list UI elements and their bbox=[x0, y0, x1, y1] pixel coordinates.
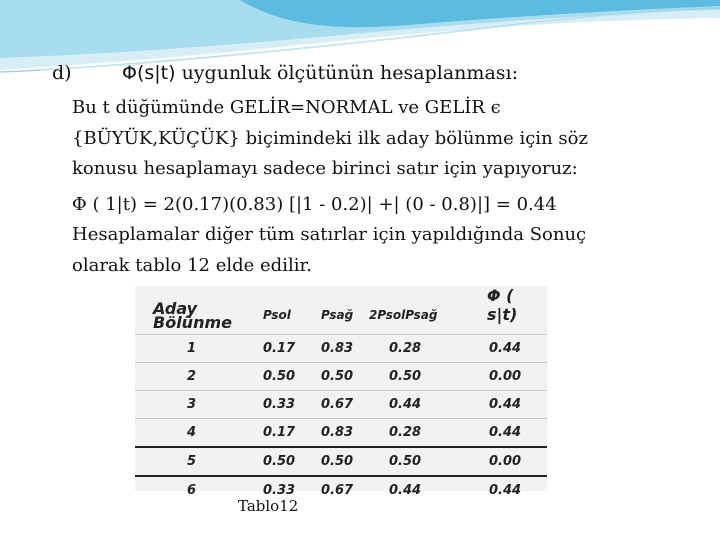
cell-phi: 0.00 bbox=[477, 447, 547, 476]
table-row bbox=[135, 391, 547, 419]
header-product: 2PsolPsağ bbox=[369, 308, 438, 322]
cell-psol: 0.33 bbox=[263, 391, 321, 419]
cell-psol: 0.50 bbox=[263, 447, 321, 476]
table-row bbox=[135, 363, 547, 391]
cell-product: 0.44 bbox=[369, 476, 477, 504]
table-caption: Tablo12 bbox=[238, 497, 299, 515]
cell-n: 1 bbox=[135, 335, 263, 363]
cell-psag: 0.67 bbox=[321, 476, 369, 504]
cell-psag: 0.50 bbox=[321, 363, 369, 391]
section-heading bbox=[52, 62, 518, 84]
table-row bbox=[135, 335, 547, 363]
cell-n: 6 bbox=[135, 476, 263, 504]
table-header-row bbox=[135, 286, 547, 335]
cell-phi: 0.44 bbox=[477, 335, 547, 363]
cell-phi: 0.44 bbox=[477, 476, 547, 504]
phi-symbol: Φ(s|t) bbox=[122, 62, 176, 84]
cell-psag: 0.50 bbox=[321, 447, 369, 476]
cell-product: 0.44 bbox=[369, 391, 477, 419]
header-psag: Psağ bbox=[321, 308, 354, 322]
header-bolunme: Bölünme bbox=[153, 313, 232, 332]
cell-product: 0.28 bbox=[369, 419, 477, 448]
cell-psol: 0.17 bbox=[263, 419, 321, 448]
body-line-1: Bu t düğümünde GELİR=NORMAL ve GELİR ϵ bbox=[72, 97, 501, 118]
body-line-2: {BÜYÜK,KÜÇÜK} biçimindeki ilk aday bölünme için söz bbox=[72, 128, 588, 149]
formula-line: Φ ( 1|t) = 2(0.17)(0.83) [|1 - 0.2)| +| (0 - 0.8)|] = 0.44 bbox=[72, 194, 557, 215]
table-row bbox=[135, 447, 547, 476]
cell-n: 4 bbox=[135, 419, 263, 448]
cell-product: 0.50 bbox=[369, 447, 477, 476]
cell-product: 0.50 bbox=[369, 363, 477, 391]
cell-psag: 0.83 bbox=[321, 419, 369, 448]
header-aday: Aday bbox=[153, 299, 198, 318]
cell-psol: 0.17 bbox=[263, 335, 321, 363]
body-line-3: konusu hesaplamayı sadece birinci satır için yapıyoruz: bbox=[72, 158, 578, 179]
cell-phi: 0.44 bbox=[477, 419, 547, 448]
header-psol: Psol bbox=[263, 308, 291, 322]
header-phi: Φ ( s|t) bbox=[487, 286, 518, 324]
table-row bbox=[135, 476, 547, 504]
cell-n: 5 bbox=[135, 447, 263, 476]
cell-psag: 0.83 bbox=[321, 335, 369, 363]
header-aday-bolunme bbox=[135, 286, 263, 335]
cell-psag: 0.67 bbox=[321, 391, 369, 419]
cell-phi: 0.44 bbox=[477, 391, 547, 419]
body-line-6: olarak tablo 12 elde edilir. bbox=[72, 255, 312, 276]
cell-phi: 0.00 bbox=[477, 363, 547, 391]
cell-psol: 0.50 bbox=[263, 363, 321, 391]
heading-text: uygunluk ölçütünün hesaplanması: bbox=[175, 62, 518, 84]
cell-psol: 0.33 bbox=[263, 476, 321, 504]
cell-n: 3 bbox=[135, 391, 263, 419]
table-row bbox=[135, 419, 547, 448]
section-letter: d) bbox=[52, 62, 72, 84]
cell-product: 0.28 bbox=[369, 335, 477, 363]
body-line-5: Hesaplamalar diğer tüm satırlar için yapıldığında Sonuç bbox=[72, 224, 587, 245]
results-table bbox=[135, 286, 547, 498]
cell-n: 2 bbox=[135, 363, 263, 391]
